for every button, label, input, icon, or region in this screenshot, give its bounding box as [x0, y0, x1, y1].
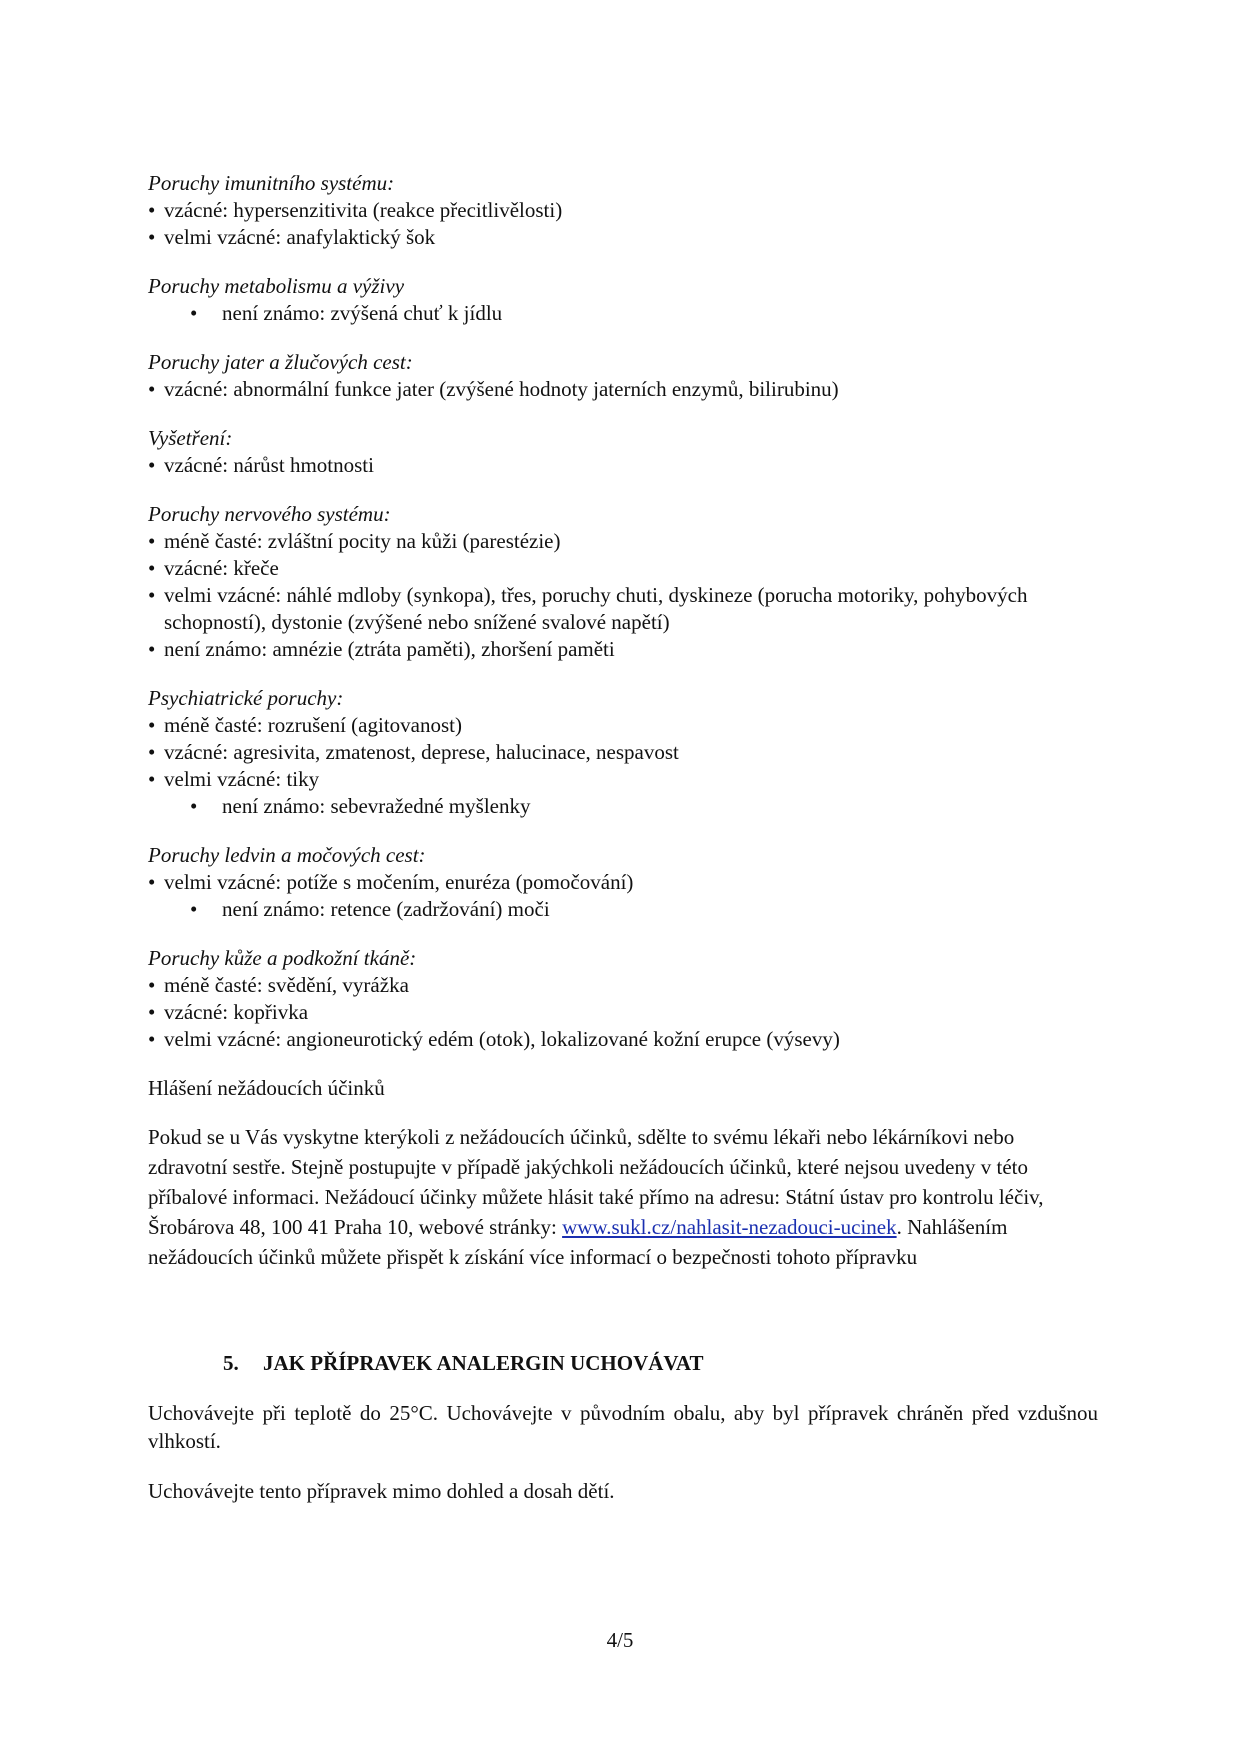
- list-item: • vzácné: kopřivka: [148, 999, 1098, 1026]
- list-item: • méně časté: svědění, vyrážka: [148, 972, 1098, 999]
- section-title: Poruchy kůže a podkožní tkáně:: [148, 946, 417, 970]
- section-title: Poruchy jater a žlučových cest:: [148, 350, 413, 374]
- list-item: • velmi vzácné: potíže s močením, enuréza (pomočování): [148, 869, 1098, 896]
- section-title: Poruchy ledvin a močových cest:: [148, 843, 426, 867]
- list-item: • velmi vzácné: tiky: [148, 766, 1098, 793]
- page-number: 4/5: [606, 1628, 634, 1652]
- reporting-text-end: . Nahlášením nežádoucích účinků můžete přispět k získání více informací o bezpečnosti tohoto přípravku: [148, 1215, 1008, 1269]
- section-title: Poruchy metabolismu a výživy: [148, 274, 405, 298]
- list-item: • není známo: sebevražedné myšlenky: [148, 793, 1098, 820]
- reporting-paragraph: [148, 1122, 1098, 1272]
- list-item: • méně časté: zvláštní pocity na kůži (parestézie): [148, 528, 1098, 555]
- reporting-heading: Hlášení nežádoucích účinků: [148, 1076, 385, 1100]
- list-item: • vzácné: agresivita, zmatenost, deprese, halucinace, nespavost: [148, 739, 1098, 766]
- storage-children-paragraph: Uchovávejte tento přípravek mimo dohled a dosah dětí.: [148, 1479, 615, 1503]
- section-title: Poruchy imunitního systému:: [148, 171, 395, 195]
- list-item: • velmi vzácné: anafylaktický šok: [148, 224, 1098, 251]
- section-block: [148, 425, 1098, 479]
- side-effects-list: [148, 170, 1098, 1053]
- section-block: [148, 273, 1098, 327]
- list-item: • vzácné: hypersenzitivita (reakce přecitlivělosti): [148, 197, 1098, 224]
- section-5-number: 5.: [223, 1351, 239, 1375]
- section-title: Vyšetření:: [148, 426, 233, 450]
- list-item: • vzácné: abnormální funkce jater (zvýšené hodnoty jaterních enzymů, bilirubinu): [148, 376, 1098, 403]
- list-item: • není známo: zvýšená chuť k jídlu: [148, 300, 1098, 327]
- section-title: Psychiatrické poruchy:: [148, 686, 344, 710]
- document-page: [148, 170, 1098, 1527]
- section-block: [148, 945, 1098, 1053]
- section-block: [148, 842, 1098, 923]
- sukl-link[interactable]: www.sukl.cz/nahlasit-nezadouci-ucinek: [562, 1215, 897, 1239]
- section-title: Poruchy nervového systému:: [148, 502, 391, 526]
- section-block: [148, 501, 1098, 663]
- section-5-title: JAK PŘÍPRAVEK ANALERGIN UCHOVÁVAT: [263, 1351, 704, 1375]
- section-block: [148, 685, 1098, 820]
- reporting-text: Pokud se u Vás vyskytne kterýkoli z nežádoucích účinků, sdělte to svému lékaři nebo lékárníkovi nebo zdravotní sestře. Stejně postupujte v případě jakýchkoli nežádoucích účinků, které nejsou uvedeny v této příbalové informaci. Nežádoucí účinky můžete hlásit také přímo na adresu: Státní ústav pro kontrolu léčiv, Šrobárova 48, 100 41 Praha 10, webové stránky:: [148, 1125, 1044, 1239]
- section-block: [148, 349, 1098, 403]
- list-item: • vzácné: křeče: [148, 555, 1098, 582]
- list-item: • méně časté: rozrušení (agitovanost): [148, 712, 1098, 739]
- storage-paragraph: Uchovávejte při teplotě do 25°C. Uchovávejte v původním obalu, aby byl přípravek chráněn před vzdušnou vlhkostí.: [148, 1401, 1098, 1453]
- list-item: • není známo: retence (zadržování) moči: [148, 896, 1098, 923]
- list-item: • velmi vzácné: náhlé mdloby (synkopa), třes, poruchy chuti, dyskineze (porucha motoriky, pohybových schopností), dystonie (zvýšené nebo snížené svalové napětí): [148, 582, 1098, 636]
- list-item: • není známo: amnézie (ztráta paměti), zhoršení paměti: [148, 636, 1098, 663]
- section-5-heading: [223, 1350, 1098, 1377]
- section-block: [148, 170, 1098, 251]
- list-item: • velmi vzácné: angioneurotický edém (otok), lokalizované kožní erupce (výsevy): [148, 1026, 1098, 1053]
- list-item: • vzácné: nárůst hmotnosti: [148, 452, 1098, 479]
